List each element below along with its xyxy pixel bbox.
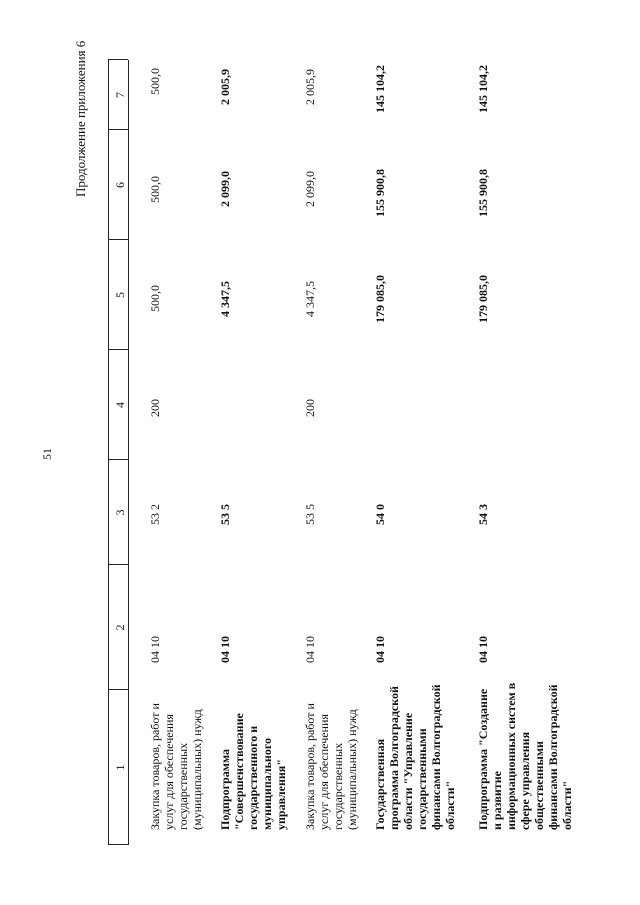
column-number-3: 3 <box>113 509 127 516</box>
cell-target: 53 5 <box>218 504 232 525</box>
cell-section: 04 10 <box>148 636 162 663</box>
continuation-title: Продолжение приложения 6 <box>73 40 88 197</box>
cell-amount-3: 145 104,2 <box>476 65 490 113</box>
cell-section: 04 10 <box>373 636 387 663</box>
column-number-2: 2 <box>113 624 127 631</box>
cell-section: 04 10 <box>218 636 232 663</box>
column-number-6: 6 <box>113 182 127 188</box>
cell-amount-1: 4 347,5 <box>303 281 317 317</box>
row-label: Государственная программа Волгоградской области "Управление государственными финансами Волгоградской области" <box>373 684 457 830</box>
row-label: Подпрограмма "Совершенствование государственного и муниципального управления" <box>218 713 288 830</box>
cell-amount-1: 179 085,0 <box>373 275 387 323</box>
cell-amount-2: 155 900,8 <box>373 169 387 217</box>
cell-amount-2: 500,0 <box>148 176 162 203</box>
cell-amount-2: 155 900,8 <box>476 169 490 217</box>
column-number-1: 1 <box>113 764 127 771</box>
cell-expense-type: 200 <box>148 399 162 417</box>
cell-amount-3: 2 005,9 <box>218 69 232 105</box>
cell-amount-3: 2 005,9 <box>303 69 317 105</box>
row-label: Закупка товаров, работ и услуг для обеспечения государственных (муниципальных) нужд <box>303 703 359 830</box>
cell-amount-3: 500,0 <box>148 68 162 95</box>
cell-amount-1: 500,0 <box>148 285 162 312</box>
cell-target: 54 0 <box>373 504 387 525</box>
cell-target: 53 5 <box>303 504 317 525</box>
table-top-border <box>108 60 109 845</box>
row-label: Подпрограмма "Создание и развитие информационных систем в сфере управления общественными финансами Волгоградской области" <box>476 682 574 830</box>
page-number: 51 <box>40 448 54 460</box>
cell-target: 53 2 <box>148 504 162 525</box>
column-number-5: 5 <box>113 292 127 298</box>
cell-amount-1: 179 085,0 <box>476 275 490 323</box>
cell-amount-3: 145 104,2 <box>373 65 387 113</box>
cell-expense-type: 200 <box>303 399 317 417</box>
cell-section: 04 10 <box>476 636 490 663</box>
column-number-4: 4 <box>113 402 127 408</box>
table-header-border <box>128 60 129 845</box>
cell-target: 54 3 <box>476 504 490 525</box>
cell-section: 04 10 <box>303 636 317 663</box>
column-number-7: 7 <box>113 92 127 98</box>
cell-amount-2: 2 099,0 <box>303 171 317 207</box>
row-label: Закупка товаров, работ и услуг для обеспечения государственных (муниципальных) нужд <box>148 703 204 830</box>
cell-amount-1: 4 347,5 <box>218 281 232 317</box>
cell-amount-2: 2 099,0 <box>218 171 232 207</box>
